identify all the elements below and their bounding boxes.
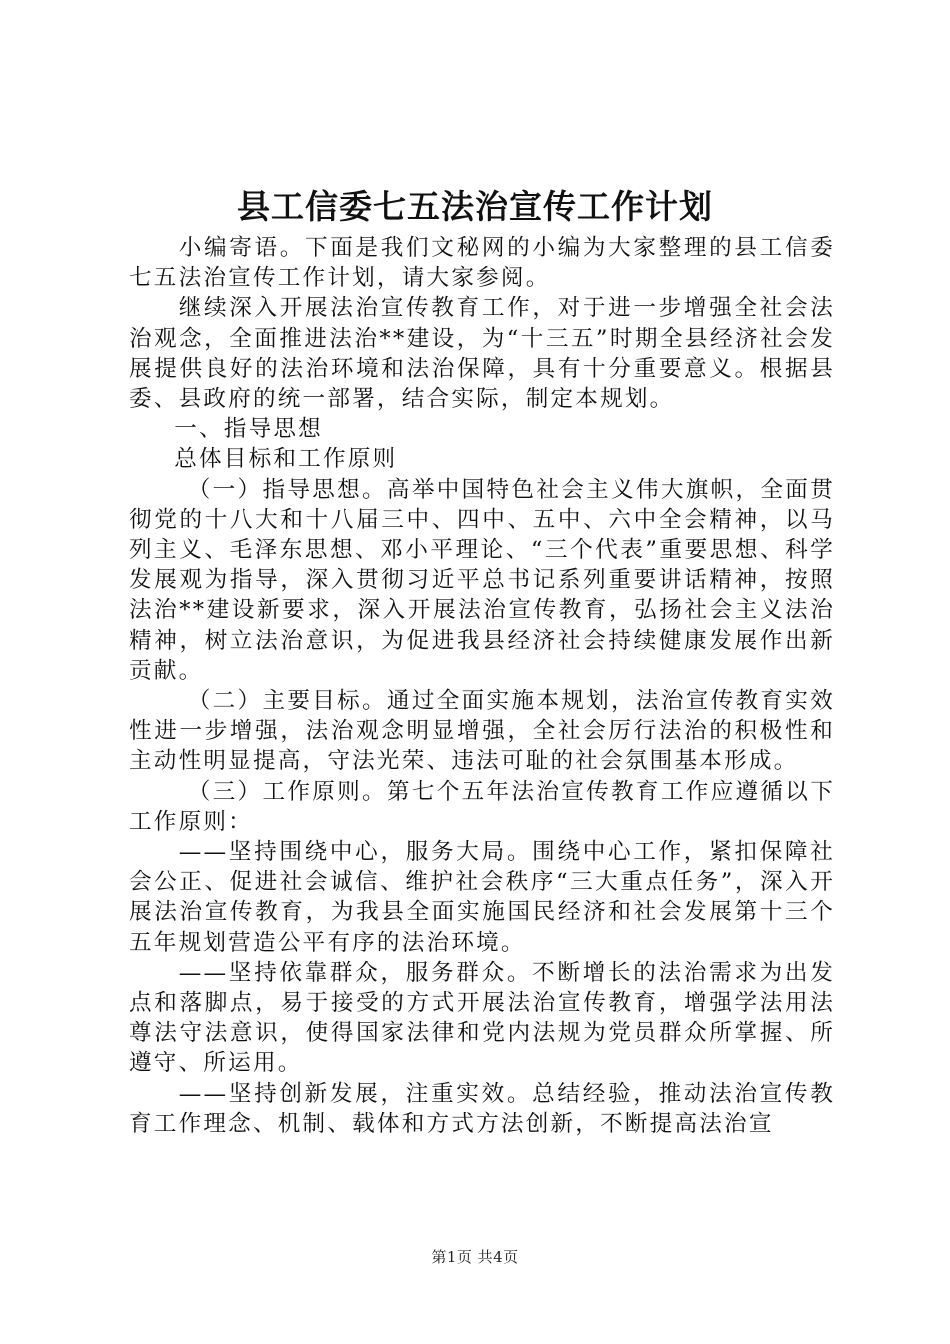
paragraph-intro: 小编寄语。下面是我们文秘网的小编为大家整理的县工信委七五法治宣传工作计划，请大家参阅。 bbox=[129, 235, 835, 292]
paragraph-preamble: 继续深入开展法治宣传教育工作，对于进一步增强全社会法治观念，全面推进法治**建设，为“十三五”时期全县经济社会发展提供良好的法治环境和法治保障，具有十分重要意义。根据县委、县政府的统一部署，结合实际，制定本规划。 bbox=[129, 295, 835, 413]
paragraph-main-goals: （二）主要目标。通过全面实施本规划，法治宣传教育实效性进一步增强，法治观念明显增强，全社会厉行法治的积极性和主动性明显提高，守法光荣、违法可耻的社会氛围基本形成。 bbox=[129, 688, 835, 775]
document-title: 县工信委七五法治宣传工作计划 bbox=[237, 187, 713, 226]
section-heading-goals-principles: 总体目标和工作原则 bbox=[174, 446, 398, 473]
page-footer: 第1页 共4页 bbox=[431, 1248, 519, 1266]
paragraph-principle-center: ——坚持围绕中心，服务大局。围绕中心工作，紧扣保障社会公正、促进社会诚信、维护社会秩序“三大重点任务”，深入开展法治宣传教育，为我县全面实施国民经济和社会发展第十三个五年规划营造公平有序的法治环境。 bbox=[129, 839, 835, 956]
paragraph-work-principles: （三）工作原则。第七个五年法治宣传教育工作应遵循以下工作原则： bbox=[129, 778, 835, 835]
document-body bbox=[129, 233, 835, 1139]
paragraph-principle-innovation: ——坚持创新发展，注重实效。总结经验，推动法治宣传教育工作理念、机制、载体和方式方法创新，不断提高法治宣 bbox=[129, 1080, 835, 1137]
paragraph-guiding-thought: （一）指导思想。高举中国特色社会主义伟大旗帜，全面贯彻党的十八大和十八届三中、四中、五中、六中全会精神，以马列主义、毛泽东思想、邓小平理论、“三个代表”重要思想、科学发展观为指导，深入贯彻习近平总书记系列重要讲话精神，按照法治**建设新要求，深入开展法治宣传教育，弘扬社会主义法治精神，树立法治意识，为促进我县经济社会持续健康发展作出新贡献。 bbox=[129, 476, 835, 684]
paragraph-principle-masses: ——坚持依靠群众，服务群众。不断增长的法治需求为出发点和落脚点，易于接受的方式开展法治宣传教育，增强学法用法尊法守法意识，使得国家法律和党内法规为党员群众所掌握、所遵守、所运用。 bbox=[129, 959, 835, 1077]
section-heading-guiding-thought: 一、指导思想 bbox=[174, 416, 323, 443]
